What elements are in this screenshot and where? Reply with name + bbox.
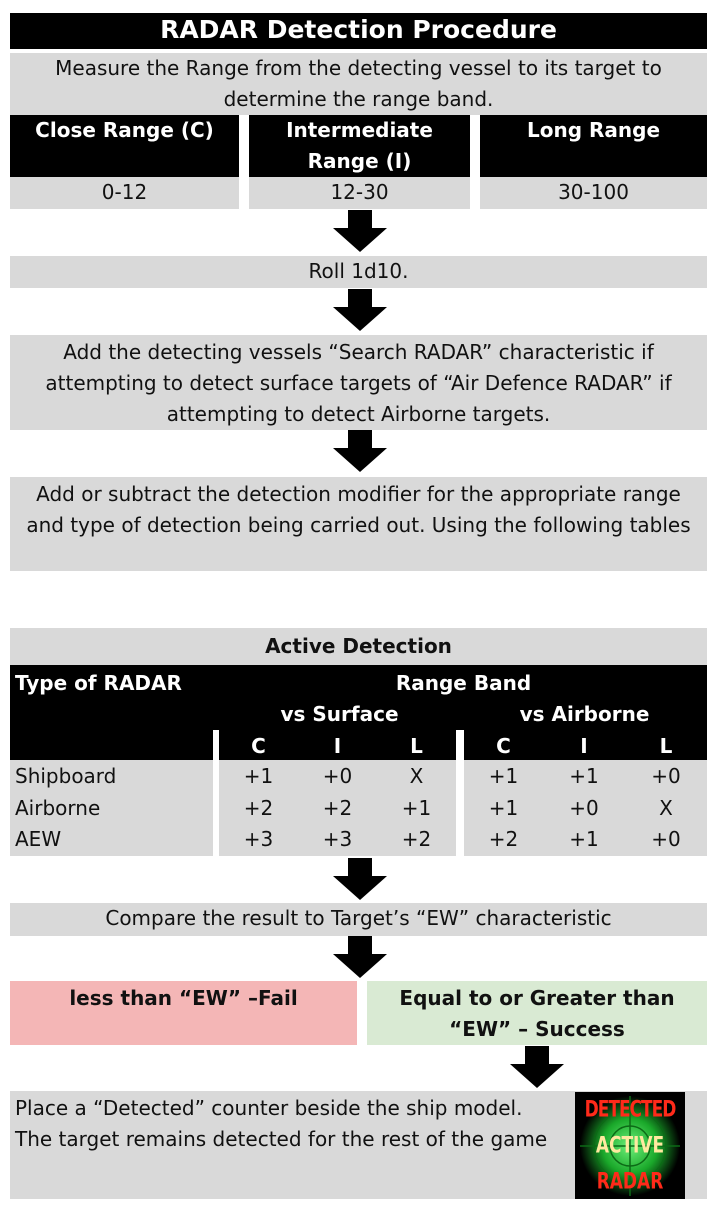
down-arrow-icon (333, 858, 387, 900)
table-cell: +1 (488, 796, 519, 820)
table-cell: +1 (569, 827, 599, 851)
counter-line-active: ACTIVE (595, 1133, 665, 1159)
col-airborne-l: L (659, 734, 673, 758)
type-of-radar-header: Type of RADAR (15, 671, 182, 695)
step-measure: Measure the Range from the detecting vessel to its target to determine the range band. (10, 53, 707, 115)
step-add-radar: Add the detecting vessels “Search RADAR” characteristic if attempting to detect surface targets of “Air Defence RADAR” if attempting to detect Airborne targets. (10, 335, 707, 430)
step-roll: Roll 1d10. (10, 256, 707, 288)
table-cell: +1 (569, 764, 599, 788)
range-band-intermediate-value: 12-30 (249, 177, 470, 209)
step-compare: Compare the result to Target’s “EW” characteristic (10, 903, 707, 936)
header-divider (456, 730, 464, 760)
down-arrow-icon (333, 936, 387, 978)
col-surface-l: L (410, 734, 423, 758)
down-arrow-icon (333, 210, 387, 252)
vs-airborne-header: vs Airborne (519, 702, 650, 726)
range-band-long-header: Long Range (480, 115, 707, 177)
vs-surface-header: vs Surface (280, 702, 399, 726)
step-place: Place a “Detected” counter beside the ship model. The target remains detected for the rest of the game (15, 1096, 548, 1151)
down-arrow-icon (510, 1046, 564, 1088)
range-band-long-value: 30-100 (480, 177, 707, 209)
table-cell: +0 (651, 827, 681, 851)
down-arrow-icon (333, 289, 387, 331)
table-cell: +3 (322, 827, 353, 851)
range-band-close-value: 0-12 (10, 177, 239, 209)
step-modifier: Add or subtract the detection modifier for the appropriate range and type of detection being carried out. Using the following tables (10, 477, 707, 571)
col-surface-c: C (251, 734, 266, 758)
range-band-intermediate-header: Intermediate Range (I) (249, 115, 470, 177)
table-cell: +0 (569, 796, 599, 820)
page-title: RADAR Detection Procedure (10, 13, 707, 49)
table-cell: +2 (322, 796, 353, 820)
table-cell: +2 (401, 827, 432, 851)
down-arrow-icon (333, 430, 387, 472)
table-cell: X (659, 796, 673, 820)
table-cell: +1 (243, 764, 274, 788)
counter-line-radar: RADAR (596, 1169, 664, 1195)
table-row-label: Airborne (15, 796, 101, 820)
range-band-header: Range Band (395, 671, 532, 695)
counter-line-detected: DETECTED (584, 1097, 676, 1123)
table-cell: +2 (243, 796, 274, 820)
table-cell: +0 (651, 764, 681, 788)
detected-active-radar-counter (575, 1092, 685, 1199)
table-cell: +2 (488, 827, 519, 851)
table-cell: X (409, 764, 424, 788)
col-airborne-i: I (580, 734, 588, 758)
table-cell: +1 (488, 764, 519, 788)
table-cell: +1 (401, 796, 432, 820)
col-surface-i: I (333, 734, 342, 758)
range-band-close-header: Close Range (C) (10, 115, 239, 177)
table-cell: +0 (322, 764, 353, 788)
outcome-fail: less than “EW” –Fail (10, 981, 357, 1045)
table-cell: +3 (243, 827, 274, 851)
col-airborne-c: C (496, 734, 511, 758)
active-detection-title: Active Detection (10, 628, 707, 665)
table-row-label: AEW (15, 827, 62, 851)
table-row-label: Shipboard (15, 764, 117, 788)
outcome-success: Equal to or Greater than “EW” – Success (367, 981, 707, 1045)
